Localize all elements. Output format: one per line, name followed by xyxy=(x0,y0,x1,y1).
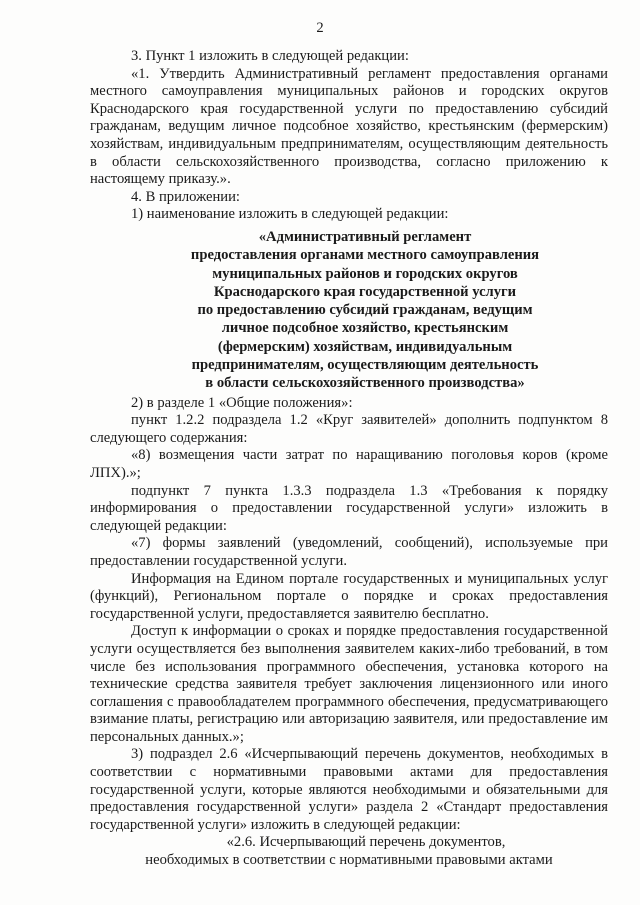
paragraph-item-3: 3. Пункт 1 изложить в следующей редакции: xyxy=(131,48,409,64)
title-line: в области сельскохозяйственного производства» xyxy=(205,375,525,392)
paragraph-portal-info: Информация на Едином портале государственных и муниципальных услуг (функций), Региональном портале о порядке и сроках предоставления государственной услуги, предоставляется заявителю бесплатно. xyxy=(90,570,608,622)
subsection-heading-line: «2.6. Исчерпывающий перечень документов, xyxy=(226,834,506,851)
paragraph-section-1: 2) в разделе 1 «Общие положения»: xyxy=(131,394,353,411)
regulation-title xyxy=(90,228,608,393)
title-line: по предоставлению субсидий гражданам, ведущим xyxy=(197,302,533,319)
paragraph-clause-1-2-2: пункт 1.2.2 подраздела 1.2 «Круг заявителей» дополнить подпунктом 8 следующего содержания: xyxy=(90,412,608,446)
title-line: «Административный регламент xyxy=(258,228,472,245)
title-line: предоставления органами местного самоуправления xyxy=(190,247,540,264)
title-line: предпринимателям, осуществляющим деятельность xyxy=(191,357,539,374)
paragraph-naming: 1) наименование изложить в следующей редакции: xyxy=(131,206,449,223)
title-line: Краснодарского края государственной услуги xyxy=(213,283,517,300)
paragraph-access-info: Доступ к информации о сроках и порядке предоставления государственной услуги осуществляется без выполнения заявителем каких-либо требований, в том числе без использования программного обеспечения, установка которого на технические средства заявителя требует заключения лицензионного или иного соглашения с правообладателем программного обеспечения, предусматривающего взимание платы, регистрацию или авторизацию заявителя, или предоставление им персональных данных.»; xyxy=(90,623,608,745)
subsection-heading-line: необходимых в соответствии с нормативными правовыми актами xyxy=(145,852,553,869)
page-number: 2 xyxy=(316,20,324,36)
paragraph-item-4: 4. В приложении: xyxy=(131,188,240,205)
paragraph-subclause-7: «7) формы заявлений (уведомлений, сообщений), используемые при предоставлении государственной услуги. xyxy=(90,535,608,569)
document-body xyxy=(90,48,608,870)
paragraph-subsection-2-6: 3) подраздел 2.6 «Исчерпывающий перечень документов, необходимых в соответствии с нормативными правовыми актами для предоставления государственной услуги, которые являются необходимыми и обязательными для предоставления государственной услуги» раздела 2 «Стандарт предоставления государственной услуги» изложить в следующей редакции: xyxy=(90,746,608,833)
paragraph-subclause-7-intro: подпункт 7 пункта 1.3.3 подраздела 1.3 «Требования к порядку информирования о предоставлении государственной услуги» изложить в следующей редакции: xyxy=(90,482,608,534)
title-line: (фермерским) хозяйствам, индивидуальным xyxy=(217,338,513,355)
paragraph-subclause-8: «8) возмещения части затрат по наращиванию поголовья коров (кроме ЛПХ).»; xyxy=(90,447,608,481)
subsection-heading xyxy=(90,834,608,869)
title-line: личное подсобное хозяйство, крестьянским xyxy=(221,320,509,337)
title-line: муниципальных районов и городских округов xyxy=(212,265,518,282)
paragraph-item-1-quote: «1. Утвердить Административный регламент предоставления органами местного самоуправления муниципальных районов и городских округов Краснодарского края государственной услуги по предоставлению субсидий гражданам, ведущим личное подсобное хозяйство, крестьянским (фермерским) хозяйствам, индивидуальным предпринимателям, осуществляющим деятельность в области сельскохозяйственного производства, согласно приложению к настоящему приказу.». xyxy=(90,65,608,188)
